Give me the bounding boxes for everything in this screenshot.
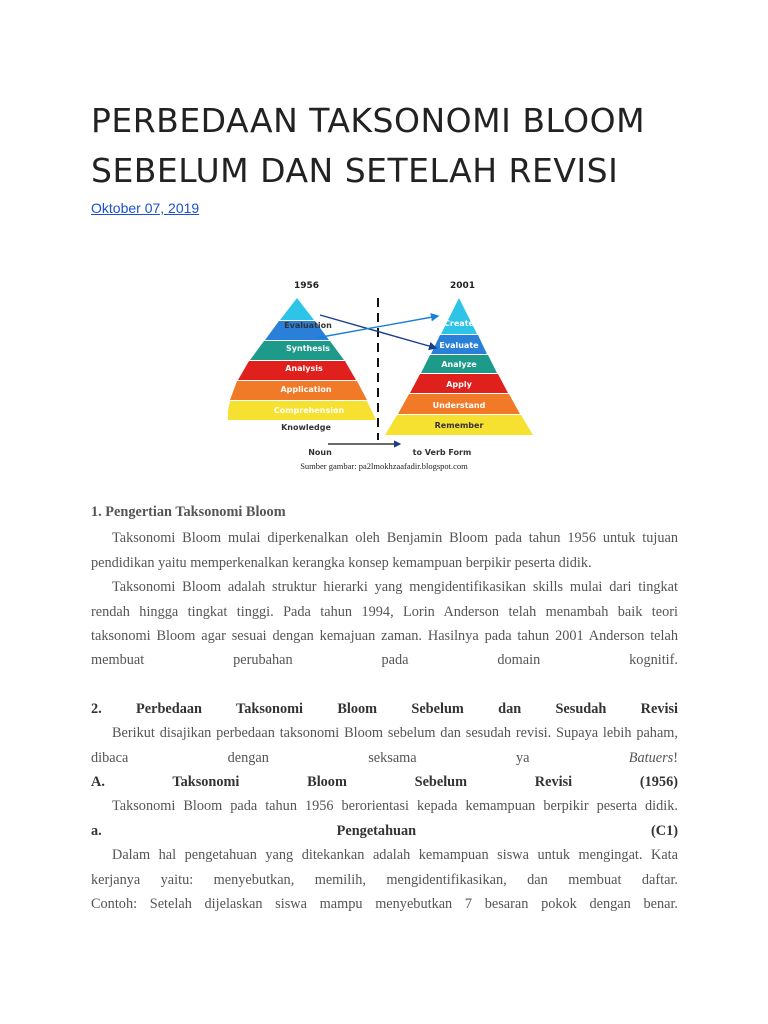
label-remember: Remember <box>434 421 484 430</box>
s2-p1-batuers: Batuers <box>628 749 674 766</box>
s1-p2-line1: Taksonomi Bloom adalah struktur hierarki yang mengidentifikasikan skills mulai dari tingkat <box>112 579 678 596</box>
post-date-link[interactable]: Oktober 07, 2019 <box>91 200 200 216</box>
year-left: 1956 <box>294 281 320 291</box>
section-A-heading: A. Taksonomi Bloom Sebelum Revisi (1956) <box>91 774 678 791</box>
sA-p1: Taksonomi Bloom pada tahun 1956 berorientasi kepada kemampuan berpikir peserta didik. <box>112 798 678 815</box>
s1-p1-line2: pendidikan yaitu memperkenalkan kerangka konsep kemampuan berpikir peserta didik. <box>91 554 592 571</box>
article-body <box>91 500 678 917</box>
article-title <box>91 96 731 196</box>
s1-p2-line4: membuat perubahan pada domain kognitif. <box>91 652 678 669</box>
section-2-heading: 2. Perbedaan Taksonomi Bloom Sebelum dan Sesudah Revisi <box>91 700 678 717</box>
sa-p1-line3: Contoh: Setelah dijelaskan siswa mampu menyebutkan 7 besaran pokok dengan benar. <box>91 896 678 913</box>
title-line-1: PERBEDAAN TAKSONOMI BLOOM <box>91 101 646 140</box>
label-analyze: Analyze <box>441 360 477 369</box>
figure-caption: Sumber gambar: pa2lmokhzaafadir.blogspot.com <box>300 461 468 471</box>
label-synthesis: Synthesis <box>286 344 330 353</box>
s1-p2-line3: taksonomi Bloom agar sesuai dengan kemajuan zaman. Hasilnya pada tahun 2001 Anderson telah <box>91 628 678 645</box>
level-evaluation <box>280 298 314 320</box>
s2-p1-exclaim: ! <box>673 749 678 766</box>
title-line-2: SEBELUM DAN SETELAH REVISI <box>91 151 619 190</box>
label-comprehension: Comprehension <box>273 406 345 415</box>
label-create: Create <box>444 319 474 328</box>
s2-p1-line1: Berikut disajikan perbedaan taksonomi Bloom sebelum dan sesudah revisi. Supaya lebih paham, <box>112 725 678 742</box>
bloom-taxonomy-figure <box>228 272 540 477</box>
label-application: Application <box>280 385 332 394</box>
pyramid-2001 <box>385 298 533 435</box>
pyramid-1956 <box>228 298 376 432</box>
label-evaluate: Evaluate <box>439 341 479 350</box>
s2-p1-line2 <box>91 746 678 770</box>
sa-p1-line1: Dalam hal pengetahuan yang ditekankan adalah kemampuan siswa untuk mengingat. Kata <box>112 847 678 864</box>
label-noun: Noun <box>308 448 332 457</box>
label-understand: Understand <box>432 401 486 410</box>
label-apply: Apply <box>446 380 472 389</box>
bloom-pyramids-svg <box>228 272 540 477</box>
label-evaluation: Evaluation <box>284 321 332 330</box>
level-create <box>441 298 477 334</box>
section-a-heading: a. Pengetahuan (C1) <box>91 822 678 839</box>
label-knowledge: Knowledge <box>281 423 331 432</box>
year-right: 2001 <box>450 281 476 291</box>
s1-p2-line2: rendah hingga tingkat tinggi. Pada tahun 1994, Lorin Anderson telah menambah baik teori <box>91 603 678 620</box>
label-analysis: Analysis <box>285 364 323 373</box>
section-1-heading: 1. Pengertian Taksonomi Bloom <box>91 504 286 520</box>
s1-p1-line1: Taksonomi Bloom mulai diperkenalkan oleh Benjamin Bloom pada tahun 1956 untuk tujuan <box>112 530 678 547</box>
s2-p1-line2-text: dibaca dengan seksama ya <box>91 749 530 766</box>
sa-p1-line2: kerjanya yaitu: menyebutkan, memilih, mengidentifikasikan, dan membuat daftar. <box>91 871 678 888</box>
label-verb-form: to Verb Form <box>412 448 472 457</box>
